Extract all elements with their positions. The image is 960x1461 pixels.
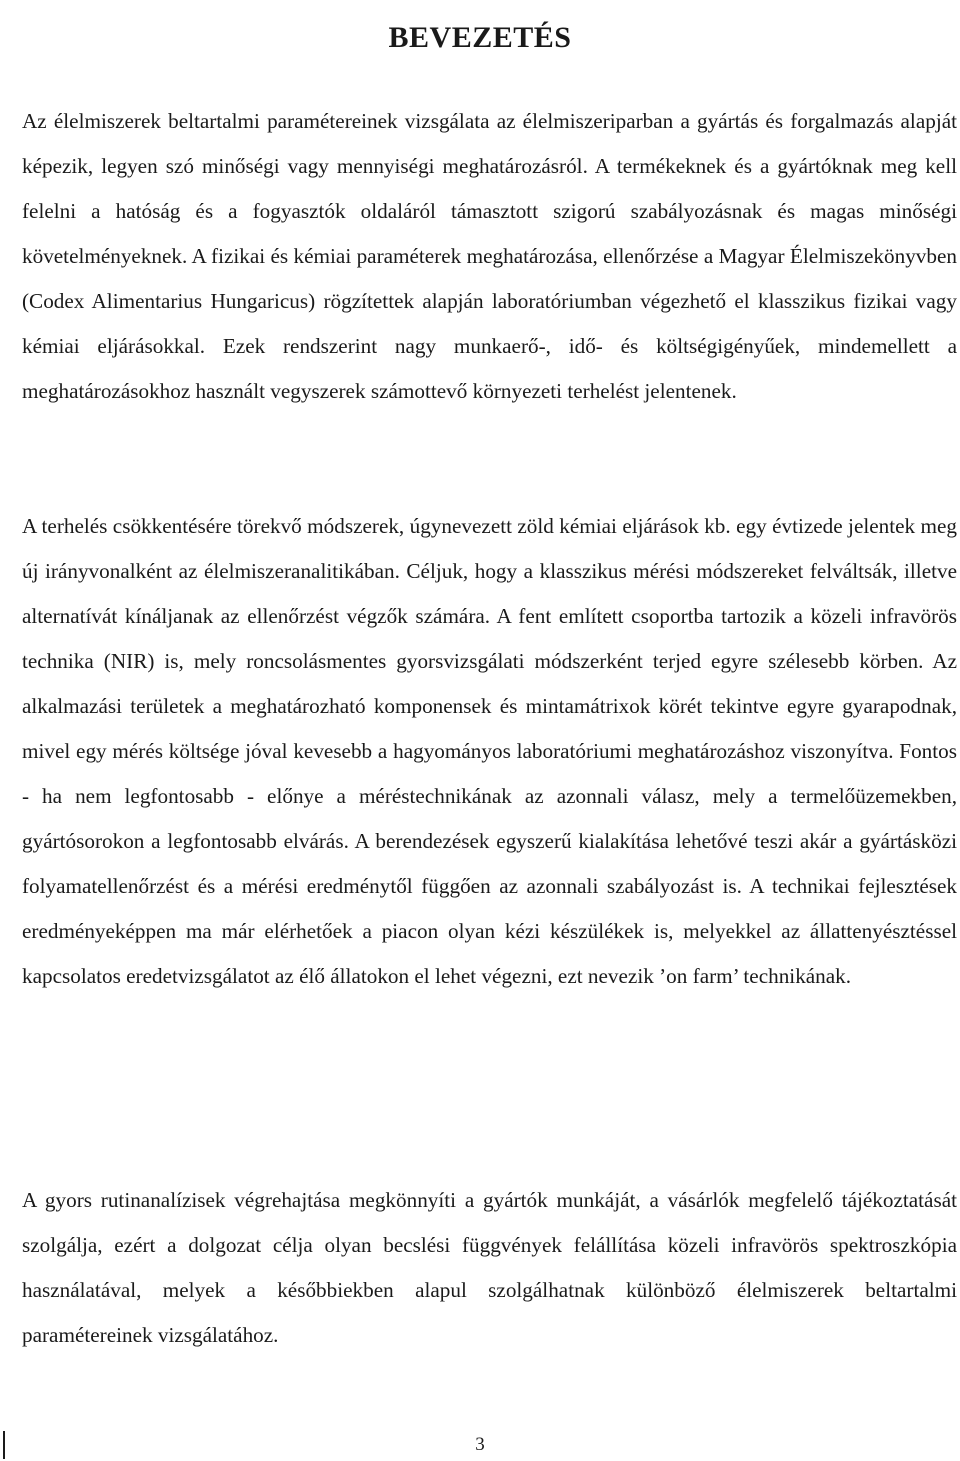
paragraph-introduction: Az élelmiszerek beltartalmi paramétereinek vizsgálata az élelmiszeriparban a gyártás és forgalmazás alapját képezik, legyen szó minőségi vagy mennyiségi meghatározásról. A termékeknek és a gyártóknak meg kell felelni a hatóság és a fogyasztók oldaláról támasztott szigorú szabályozásnak és magas minőségi követelményeknek. A fizikai és kémiai paraméterek meghatározása, ellenőrzése a Magyar Élelmiszekönyvben (Codex Alimentarius Hungaricus) rögzítettek alapján laboratóriumban végezhető el klasszikus fizikai vagy kémiai eljárásokkal. Ezek rendszerint nagy munkaerő-, idő- és költségigényűek, mindemellett a meghatározásokhoz használt vegyszerek számottevő környezeti terhelést jelentenek. [22,109,957,403]
page-number: 3 [475,1434,485,1455]
paragraph-thesis-goal: A gyors rutinanalízisek végrehajtása megkönnyíti a gyártók munkáját, a vásárlók megfelelő tájékoztatását szolgálja, ezért a dolgozat célja olyan becslési függvények felállítása közeli infravörös spektroszkópia használatával, melyek a későbbiekben alapul szolgálhatnak különböző élelmiszerek beltartalmi paramétereinek vizsgálatához. [22,1188,957,1347]
page-title: BEVEZETÉS [388,21,572,55]
paragraph-green-chemistry-nir: A terhelés csökkentésére törekvő módszerek, úgynevezett zöld kémiai eljárások kb. egy évtizede jelentek meg új irányvonalként az élelmiszeranalitikában. Céljuk, hogy a klasszikus mérési módszereket felváltsák, illetve alternatívát kínáljanak az ellenőrzést végzők számára. A fent említett csoportba tartozik a közeli infravörös technika (NIR) is, mely roncsolásmentes gyorsvizsgálati módszerként terjed egyre szélesebb körben. Az alkalmazási területek a meghatározható komponensek és mintamátrixok körét tekintve egyre gyarapodnak, mivel egy mérés költsége jóval kevesebb a hagyományos laboratóriumi meghatározáshoz viszonyítva. Fontos - ha nem legfontosabb - előnye a méréstechnikának az azonnali válasz, mely a termelőüzemekben, gyártósorokon a legfontosabb elvárás. A berendezések egyszerű kialakítása lehetővé teszi akár a gyártásközi folyamatellenőrzést és a mérési eredménytől függően az azonnali szabályozást is. A technikai fejlesztések eredményeképpen ma már elérhetőek a piacon olyan kézi készülékek is, melyekkel az állattenyésztéssel kapcsolatos eredetvizsgálatot az élő állatokon el lehet végezni, ezt nevezik ’on farm’ technikának. [22,514,957,988]
